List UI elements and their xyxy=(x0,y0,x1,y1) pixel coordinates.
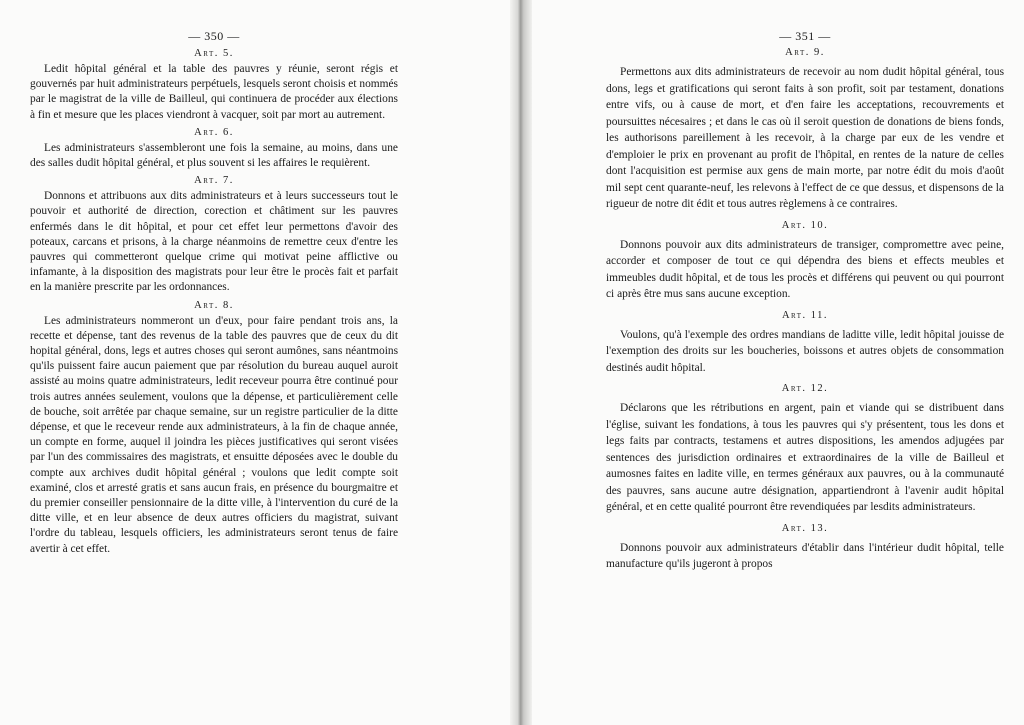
left-page xyxy=(30,0,398,725)
article-text: Les administrateurs nommeront un d'eux, pour faire pendant trois ans, la recette et dépense, tant des revenus de la table des pauvres que de ceux du dit hopital général, dons, legs et autres choses qui seront aumônes, sans néantmoins qu'ils puissent faire aucun paiement que par résolution du bureau auquel auroit assisté au moins quatre administrateurs, ledit receveur pourra être continué pour trois autres années seulement, voulons que la dépense, et particulièrement celle de bouche, soit arrêtée par chaque semaine, sur un registre particulier de la ditte dépense, et que le receveur rende aux administrateurs, à la fin de chaque année, un compte en forme, auquel il joindra les pièces justificatives qui seront visées par l'un des commissaires des magistrats, et ensuitte déposées avec le double du compte aux archives dudit hôpital général ; voulons que ledit compte soit examiné, clos et arresté gratis et sans aucun frais, en présence du bourgmaitre et du premier conseiller pensionnaire de la ditte ville, à l'intervention du curé de la ditte ville, et en leur absence de deux autres officiers du magistrat, suivant l'ordre du tableau, lesquels officiers, les administrateurs seront tenus de faire avertir à cet effet. xyxy=(30,314,398,555)
article-heading: Art. 13. xyxy=(781,522,829,534)
article-heading: Art. 12. xyxy=(781,383,829,394)
article-heading: Art. 5. xyxy=(194,48,234,59)
article-text: Voulons, qu'à l'exemple des ordres mandians de laditte ville, ledit hôpital jouisse de l'exemption des droits sur les boucheries, boissons et autres objets de consommation destinés audit hôpital. xyxy=(606,328,1004,374)
right-page xyxy=(606,0,1004,725)
article-text: Permettons aux dits administrateurs de recevoir au nom dudit hôpital général, tous dons, legs et gratifications qui seront faits à son profit, soit par testament, donations entre vifs, ou à cause de mort, et d'en faire les acceptations, recouvrements et poursuittes nécesaires ; et dans le cas où il seroit question de donations de biens fonds, les authorisons pareillement à les recevoir, à la charge par eux de les vendre et d'emploier le prix en provenant au profit de l'hôpital, en rentes de la nature de celles dont l'acquisition est permise aux gens de main morte, par notre édit du mois d'août mil sept cent quarante-neuf, les relevons à l'effect de ce que dessus, et dispensons de la rigueur de notre dit édit et tous autres règlemens à ce contraires. xyxy=(606,66,1004,210)
page-number: — 351 — xyxy=(779,29,831,43)
article-heading: Art. 9. xyxy=(785,47,825,58)
page-number: — 350 — xyxy=(188,29,240,43)
article-text: Donnons pouvoir aux administrateurs d'établir dans l'intérieur dudit hôpital, telle manufacture qu'ils jugeront à propos xyxy=(606,541,1004,570)
article-heading: Art. 10. xyxy=(781,219,829,231)
article-heading: Art. 6. xyxy=(194,126,234,138)
article-text: Ledit hôpital général et la table des pauvres y réunie, seront régis et gouvernés par huit administrateurs perpétuels, lesquels seront choisis et nommés par le magistrat de la ville de Bailleul, qui continuera de procéder aux élections à fin et mesure que les places viendront à vacquer, soit par mort au autrement. xyxy=(30,63,398,121)
article-heading: Art. 11. xyxy=(781,309,829,321)
article-text: Les administrateurs s'assembleront une fois la semaine, au moins, dans une des salles dudit hôpital général, et plus souvent si les affaires le requièrent. xyxy=(30,141,398,170)
article-heading: Art. 7. xyxy=(194,175,234,187)
article-text: Donnons et attribuons aux dits administrateurs et à leurs successeurs tout le pouvoir et authorité de direction, corection et châtiment sur les pauvres enfermés dans le dit hôpital, et pour cet effet leur permettons d'avoir des poteaux, carcans et prisons, à la charge néanmoins de remettre ceux d'entre les pauvres qui commetteront quelque crime qui motivat peine afflictive ou infamante, à la disposition des magistrats pour leur être le procès fait et parfait en la manière prescrite par les ordonnances. xyxy=(30,190,398,294)
book-gutter xyxy=(510,0,532,725)
article-text: Donnons pouvoir aux dits administrateurs de transiger, compromettre avec peine, accorder et composer de tout ce qui dépendra des biens et effects meubles et immeubles dudit hôpital, et de tous les procès et différens qui peuvent ou qui pourront ci après être mus sans aucune exception. xyxy=(606,238,1004,300)
article-heading: Art. 8. xyxy=(194,299,234,311)
article-text: Déclarons que les rétributions en argent, pain et viande qui se distribuent dans l'église, suivant les fondations, à tous les pauvres qui s'y présentent, tous les dons et legs faits par contracts, testamens et autres dispositions, les amendos adjugées par sentences des jurisdiction ordinaires et extraordinaires de la ville de Bailleul et aumosnes faites en ladite ville, en termes généraux aux pauvres, ou à la communauté des pauvres, sans aucune autre désignation, appartiendront à l'avenir audit hôpital général, et en cette qualité pourront être revendiquées par lesdits administrateurs. xyxy=(606,402,1004,513)
